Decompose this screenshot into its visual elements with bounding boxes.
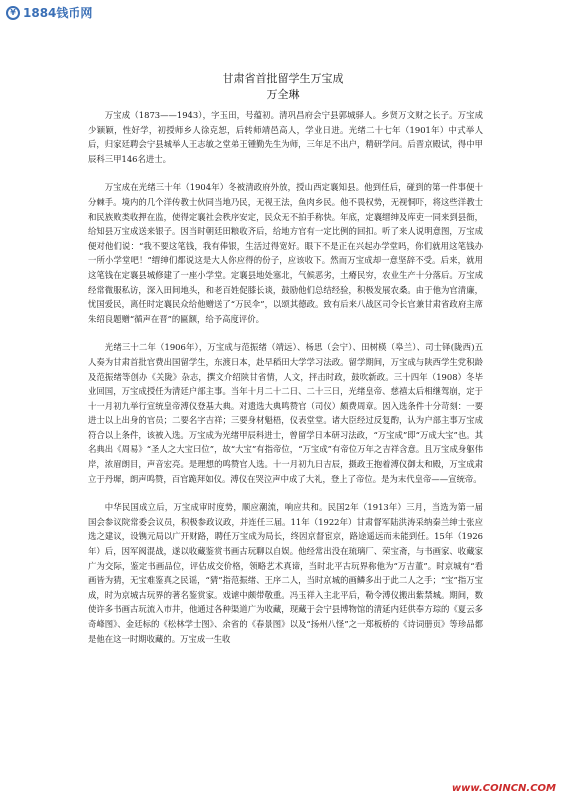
paragraph-2: 万宝成在光绪三十年（1904年）冬被清政府外放，授山西定襄知县。他到任后，碰到的第一件事便十分棘手。境内的几个洋传教士伙同当地乃民，无视王法，鱼肉乡民。他不畏权势，无视恫吓，将这些洋教士和民族败类收押在监，使得定襄社会秩序安定，民众无不拍手称快。年底，定襄缙绅及库吏一同来到县衙，给知县万宝成送来银子。因当时朝廷田粮收齐后，给地方官有一定比例的回扣。听了来人说明意图，万宝成便对他们说：“我不要这笔钱，我有俸银，生活过得宽好。眼下不是正在兴起办学堂吗，你们就用这笔钱办一所小学堂吧！”缙绅们都说这是大人你应得的份子，应该收下。然而万宝成却一意坚辞不受。后来，就用这笔钱在定襄县城修建了一座小学堂。定襄县地处塞北，气候恶劣，土瘠民穷，农业生产十分落后。万宝成经常微服私访，深入田间地头，和老百姓促膝长谈，鼓励他们总结经验，积极发展农桑。由于他为官清廉，忧国爱民，离任时定襄民众给他赠送了“万民伞”，以颂其德政。致有后来八战区司令长官兼甘肃省政府主席朱绍良题赠“循声在晋”的匾额，给予高度评价。 (88, 182, 483, 324)
article-body (88, 108, 483, 660)
article-title: 甘肃省首批留学生万宝成 (222, 72, 344, 85)
watermark: www.COINCN.COM (451, 783, 556, 794)
coin-logo-icon: ¥ (6, 6, 20, 20)
paragraph-1: 万宝成（1873——1943），字玉田，号蕴初。清巩昌府会宁县郭城驿人。乡贤万文财之长子。万宝成少颖颖，性好学，初授师乡人徐克恕，后转师靖邑高人，学业日进。光绪二十七年（1901年）中式举人后，归家廷聘会宁县城举人王志敏之堂弟王锺勤先生为师，三年足不出户，精研学问。后晋京殿试，得中甲辰科三甲146名进士。 (88, 110, 483, 164)
article-author: 万全琳 (266, 88, 300, 101)
site-logo-text: 1884钱币网 (23, 6, 93, 20)
site-logo[interactable] (6, 4, 92, 21)
paragraph-4: 中华民国成立后，万宝成审时度势，顺应潮流，响应共和。民国2年（1913年）三月，当选为第一届国会参议院常委会议员，积极参政议政，并连任三届。11年（1922年）甘肃督军陆洪涛采纳秦兰绅士张应选之建议，设镌元局以广开财路，聘任万宝成为局长，终因京督宦京，路途遥远而未能到任。15年（1926年）后，因军阀混战，遂以收藏鉴赏书画古玩聊以自娱。他经常出没在琉璃厂、荣宝斋，与书画家、收藏家广为交际，鉴定书画品位，评估成交价格，领略艺术真谛，当时北平古玩界称他为“万吉董”。时京城有“看画皆为猜，无宝难鉴真之民谣，“猜”指范振绪、王序二人，当时京城的画鳞多出于此二人之手；“宝”指万宝成，时为京城古玩界的著名鉴赏家。戏谑中颇带敬重。冯玉祥入主北平后，勒令溥仪搬出紫禁城。期间，数使许多书画古玩流入市井，他通过各种渠道广为收藏，现藏于会宁县博物馆的清延内廷供奉方琮的《夏云多奇峰图》、金廷标的《松林学士图》、余省的《春景图》以及“扬州八怪”之一郑板桥的《诗词册页》等珍品都是他在这一时期收藏的。万宝成一生收 (88, 502, 483, 644)
paragraph-3: 光绪三十二年（1906年），万宝成与范振绪（靖远）、杨思（会宁）、田树楧（皋兰）、司士铎(陇西)五人奏为甘肃首批官费出国留学生，东渡日本，赴早稻田大学学习法政。留学期间，万宝成与陕西学生党积龄及范振绪等创办《关陇》杂志，撰文介绍陕甘省情，人文，抨击时政，鼓吹新政。三十四年（1908）冬毕业回国，万宝成授任为清廷户部主事。当年十月二十二日、二十三日，光绪皇帝、慈禧太后相继驾崩，定于十一月初九举行宣统皇帝溥仪登基大典。对遗选大典鸣赞官（司仪）颇费周章。因入选条件十分苛刻：一要进士以上出身的官员；二要名字吉祥；三要身材魁梧，仪表堂堂。诸大臣经过反复酌，认为户部主事万宝成符合以上条件，该被入选。万宝成为光绪甲辰科进士，曾留学日本研习法政，“万宝成”即“万成大宝”也。其名典出《周易》“圣人之大宝曰位”，故“大宝”有指帝位，“万宝成”有帝位万年之吉祥含意。且万宝成身躯伟岸，浓眉朗目，声音宏亮。是理想的鸣赞官人选。十一月初九日吉辰，摄政王抱着溥仪御太和殿，万宝成肃立于丹墀，朗声鸣赞，百官跪拜如仪。溥仪在哭泣声中成了大礼，登上了帝位。是为末代皇帝——宣统帝。 (88, 342, 483, 484)
